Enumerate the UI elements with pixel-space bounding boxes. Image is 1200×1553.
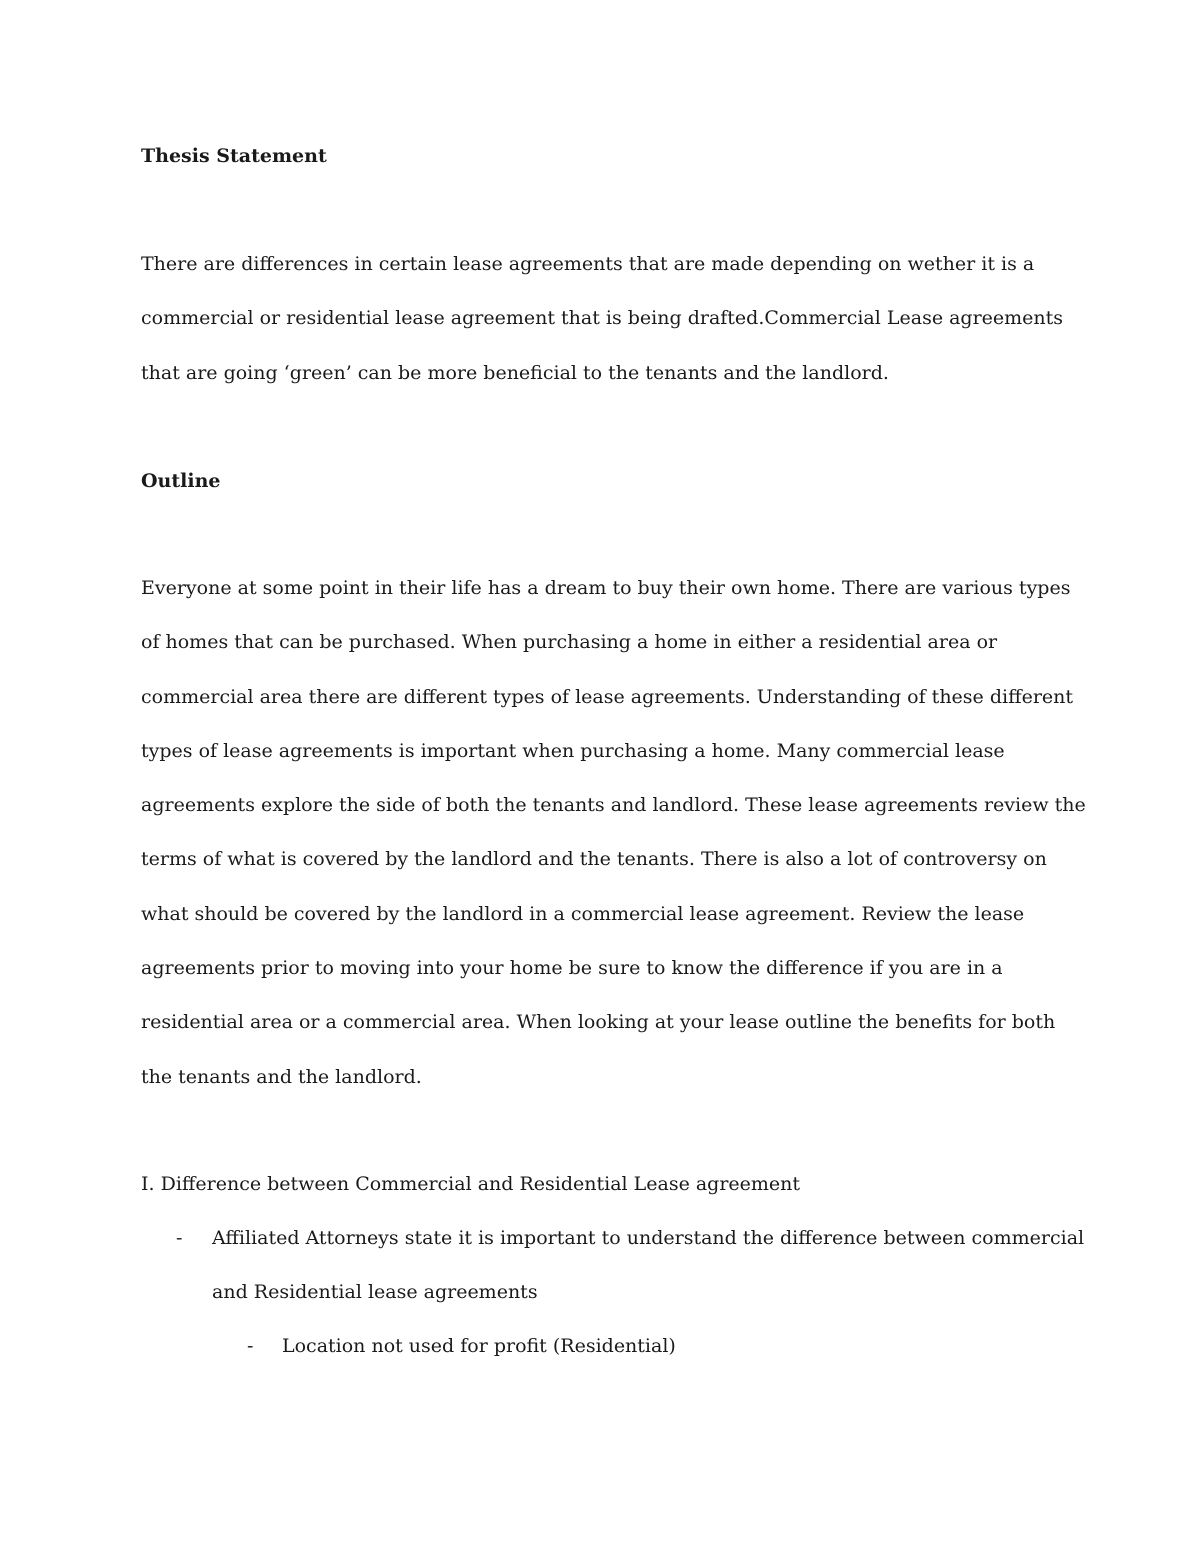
thesis-line: commercial or residential lease agreement that is being drafted.Commercial Lease agreements — [141, 307, 1064, 330]
bullet-line: Affiliated Attorneys state it is important to understand the difference between commercial — [212, 1227, 1085, 1249]
outline-line: agreements prior to moving into your home be sure to know the difference if you are in a — [141, 957, 1003, 980]
bullet-line: Location not used for profit (Residential) — [282, 1335, 676, 1357]
bullet-text — [212, 1211, 1084, 1320]
outline-section-title: I. Difference between Commercial and Residential Lease agreement — [141, 1173, 801, 1195]
outline-line: what should be covered by the landlord in a commercial lease agreement. Review the lease — [141, 902, 1025, 925]
outline-line: agreements explore the side of both the tenants and landlord. These lease agreements review the — [141, 794, 1086, 817]
thesis-paragraph — [141, 237, 1071, 400]
outline-line: commercial area there are different types of lease agreements. Understanding of these different — [141, 685, 1074, 708]
bullet-line: and Residential lease agreements — [212, 1281, 538, 1304]
thesis-line: that are going ‘green’ can be more beneficial to the tenants and the landlord. — [141, 361, 889, 384]
outline-line: terms of what is covered by the landlord and the tenants. There is also a lot of controversy on — [141, 848, 1047, 871]
outline-line: the tenants and the landlord. — [141, 1065, 422, 1088]
outline-bullet-level-1 — [176, 1211, 1084, 1320]
outline-line: of homes that can be purchased. When purchasing a home in either a residential area or — [141, 631, 998, 654]
outline-heading: Outline — [141, 470, 221, 492]
outline-paragraph — [141, 561, 1086, 1104]
outline-bullet-level-2 — [247, 1319, 676, 1373]
outline-line: types of lease agreements is important when purchasing a home. Many commercial lease — [141, 739, 1005, 762]
bullet-text — [282, 1319, 676, 1373]
bullet-dash: - — [176, 1227, 183, 1249]
outline-line: residential area or a commercial area. When looking at your lease outline the benefits for both — [141, 1011, 1056, 1034]
bullet-dash: - — [247, 1335, 254, 1357]
thesis-line: There are differences in certain lease agreements that are made depending on wether it is a — [141, 253, 1035, 275]
thesis-heading: Thesis Statement — [141, 145, 327, 167]
outline-line: Everyone at some point in their life has a dream to buy their own home. There are various types — [141, 577, 1071, 599]
